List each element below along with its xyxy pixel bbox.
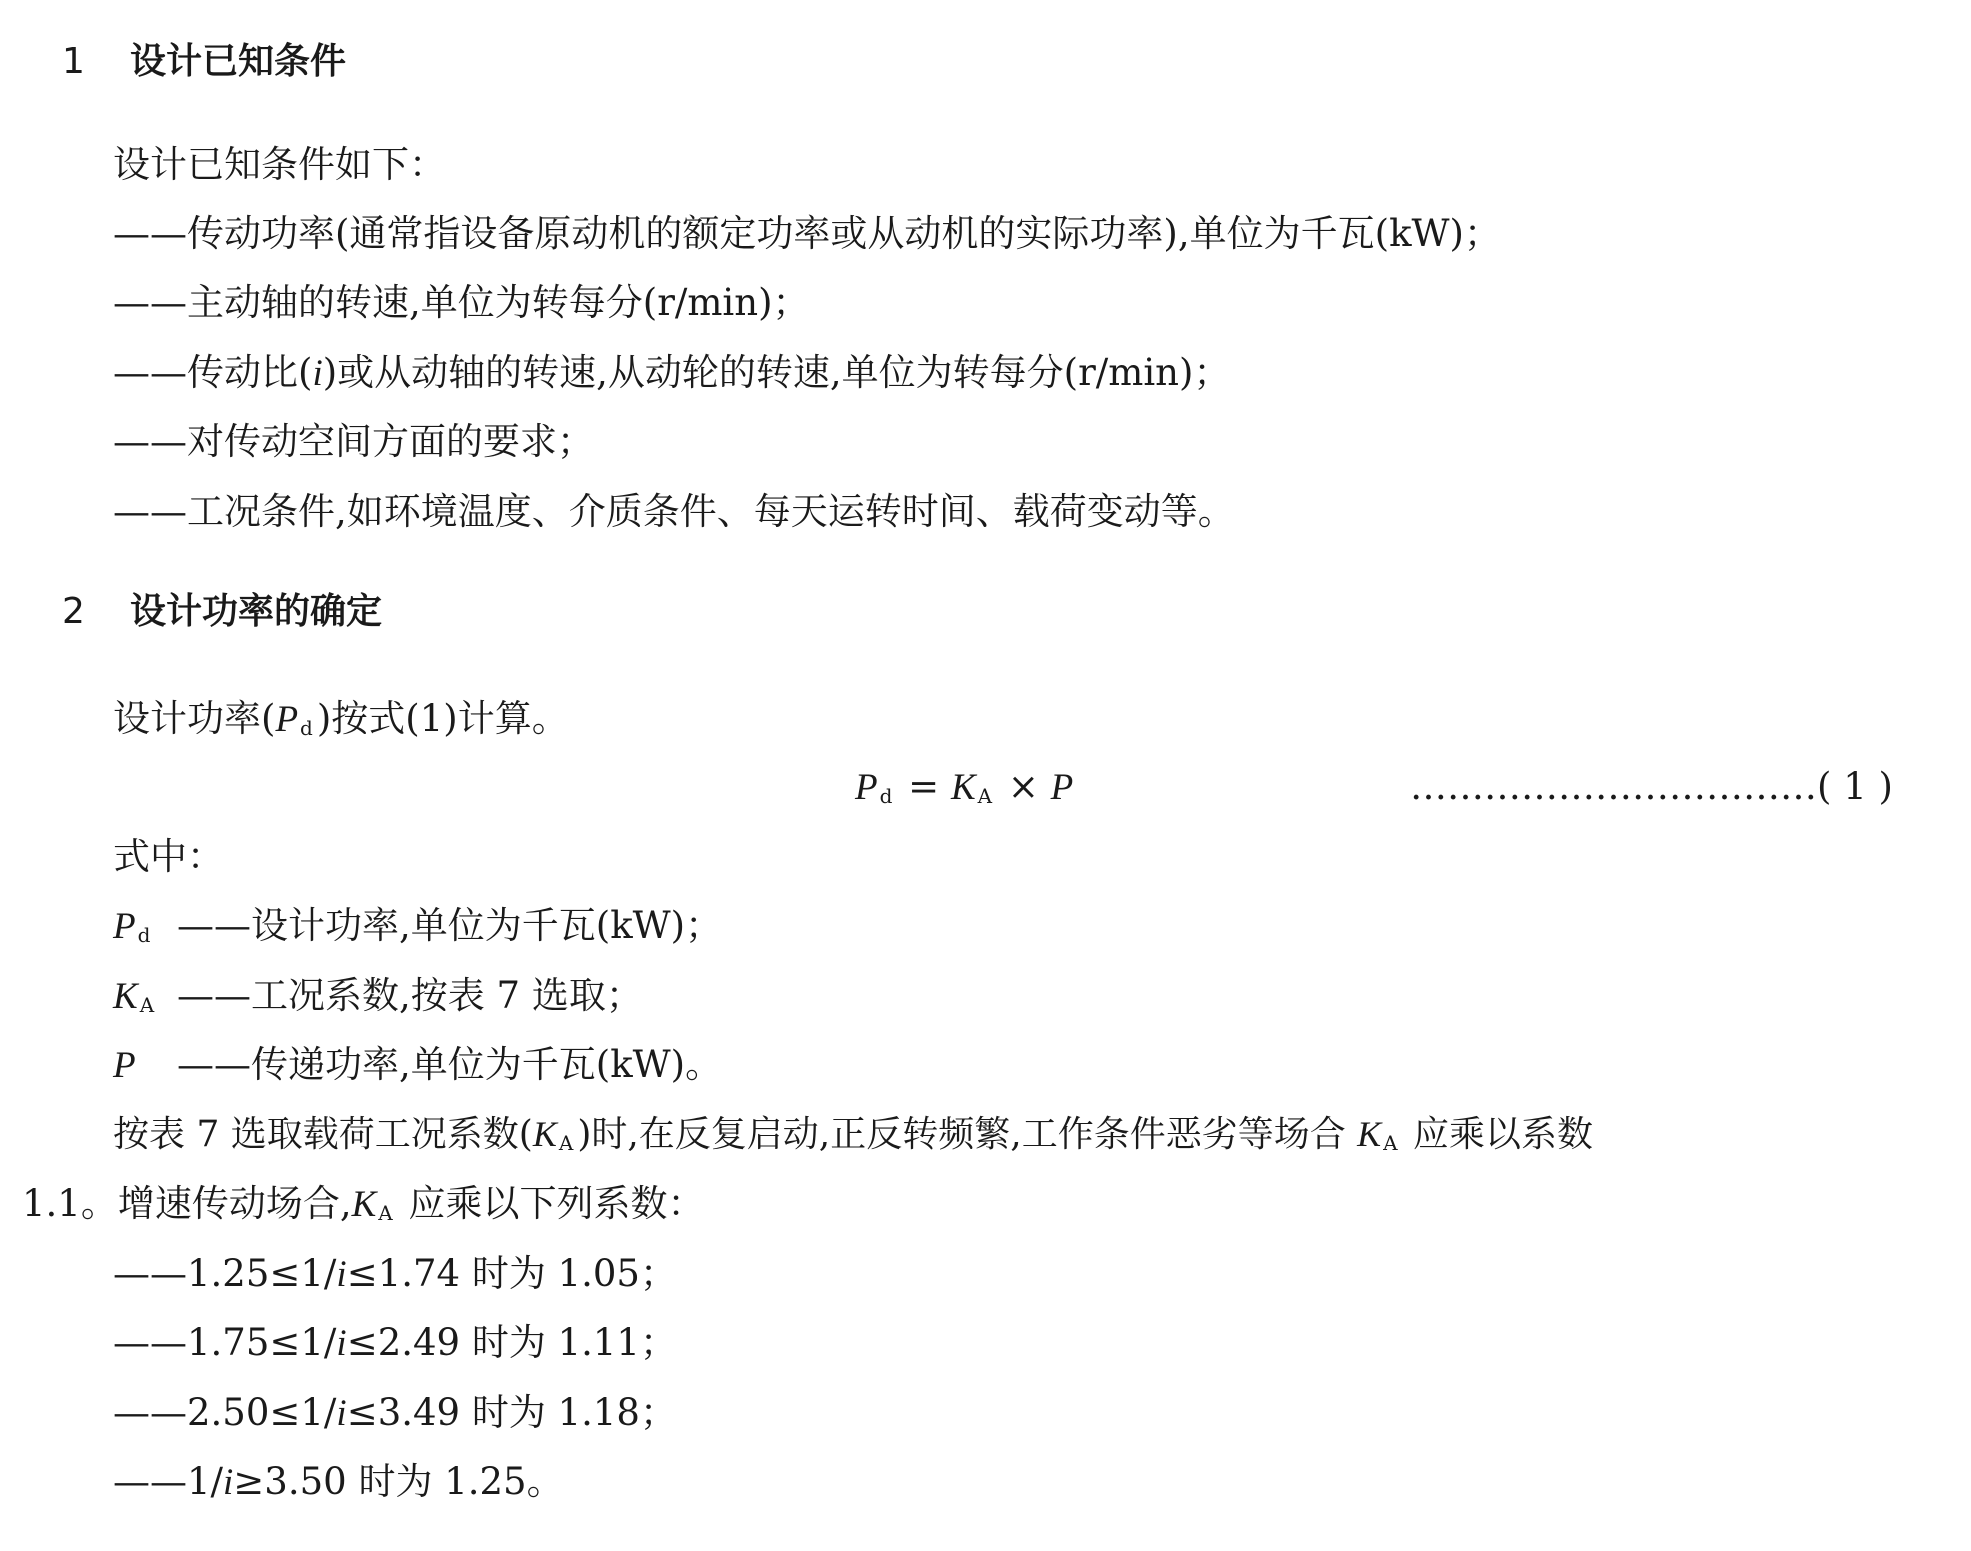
equation-number	[1410, 765, 1893, 808]
variable-i: i	[312, 353, 323, 394]
variable-p: P	[275, 699, 299, 740]
ratio-text: ——1/	[113, 1460, 224, 1503]
paragraph-text: 1.1。增速传动场合,	[22, 1182, 352, 1225]
section-2-heading	[62, 591, 383, 632]
list-item-text: )或从动轴的转速,从动轮的转速,单位为转每分(r/min)；	[322, 351, 1231, 394]
paragraph-text: 按表 7 选取载荷工况系数(	[113, 1114, 533, 1155]
subscript: A	[558, 1131, 574, 1155]
intro-text: )按式(1)计算。	[316, 697, 569, 740]
variable-p: P	[113, 906, 136, 947]
definition-text: ——传递功率,单位为千瓦(kW)。	[177, 1043, 723, 1086]
paragraph-text: 应乘以下列系数：	[396, 1182, 705, 1225]
leader-dots: ……………………………	[1410, 765, 1817, 808]
paragraph-line	[113, 1116, 1593, 1153]
times-sign: ×	[996, 765, 1051, 808]
section-title: 设计已知条件	[130, 41, 347, 82]
ratio-text: ——2.50≤1/	[113, 1391, 337, 1434]
variable-k: K	[1357, 1114, 1382, 1154]
variable-k: K	[351, 1184, 377, 1225]
subscript: A	[139, 993, 155, 1017]
paragraph-text: )时,在反复启动,正反转频繁,工作条件恶劣等场合	[577, 1114, 1358, 1155]
ratio-text: ≤1.74 时为 1.05；	[346, 1252, 677, 1295]
paragraph-line	[22, 1182, 705, 1225]
definition-item	[113, 974, 643, 1017]
section-title: 设计功率的确定	[130, 591, 383, 632]
ratio-text: ——1.75≤1/	[113, 1321, 337, 1364]
section-number: 1	[62, 41, 85, 82]
definition-item	[113, 1043, 723, 1086]
subscript: A	[378, 1201, 393, 1225]
variable-p: P	[113, 1045, 136, 1086]
subscript: d	[137, 923, 151, 947]
ratio-text: ——1.25≤1/	[113, 1252, 337, 1295]
definition-item	[113, 904, 723, 947]
where-label: 式中：	[113, 835, 224, 878]
variable-i: i	[223, 1462, 234, 1503]
formula	[855, 765, 1074, 808]
paragraph-text: 应乘以系数	[1401, 1114, 1594, 1155]
equals-sign: =	[896, 765, 951, 808]
list-item: ——传动功率(通常指设备原动机的额定功率或从动机的实际功率),单位为千瓦(kW)；	[113, 212, 1501, 255]
variable-p: P	[855, 767, 878, 808]
variable-i: i	[336, 1254, 347, 1295]
variable-k: K	[950, 767, 976, 808]
ratio-text: ≥3.50 时为 1.25。	[233, 1460, 564, 1503]
ratio-text: ≤2.49 时为 1.11；	[346, 1321, 677, 1364]
list-item: ——主动轴的转速,单位为转每分(r/min)；	[113, 281, 810, 324]
definition-text: ——工况系数,按表 7 选取；	[177, 974, 643, 1017]
list-item: ——对传动空间方面的要求；	[113, 420, 594, 463]
section-number: 2	[62, 591, 85, 632]
intro-text: 设计功率(	[113, 697, 276, 740]
section-1-intro: 设计已知条件如下：	[113, 143, 446, 186]
variable-i: i	[336, 1393, 347, 1434]
variable-k: K	[532, 1114, 557, 1154]
list-item: ——工况条件,如环境温度、介质条件、每天运转时间、载荷变动等。	[113, 490, 1235, 533]
ratio-item	[113, 1391, 677, 1434]
subscript: A	[1383, 1131, 1398, 1155]
list-item	[113, 351, 1231, 394]
subscript: d	[879, 784, 893, 808]
section-1-heading	[62, 41, 347, 82]
definition-text: ——设计功率,单位为千瓦(kW)；	[177, 904, 723, 947]
ratio-item	[113, 1321, 677, 1364]
ratio-item	[113, 1252, 677, 1295]
subscript: A	[977, 784, 993, 808]
equation-number-label: ( 1 )	[1817, 765, 1893, 808]
subscript: d	[300, 716, 313, 740]
ratio-item	[113, 1460, 564, 1503]
section-2-intro	[113, 697, 569, 740]
ratio-text: ≤3.49 时为 1.18；	[346, 1391, 677, 1434]
variable-p: P	[1050, 767, 1074, 808]
variable-k: K	[113, 976, 138, 1017]
list-item-text: ——传动比(	[113, 351, 313, 394]
variable-i: i	[336, 1323, 347, 1364]
